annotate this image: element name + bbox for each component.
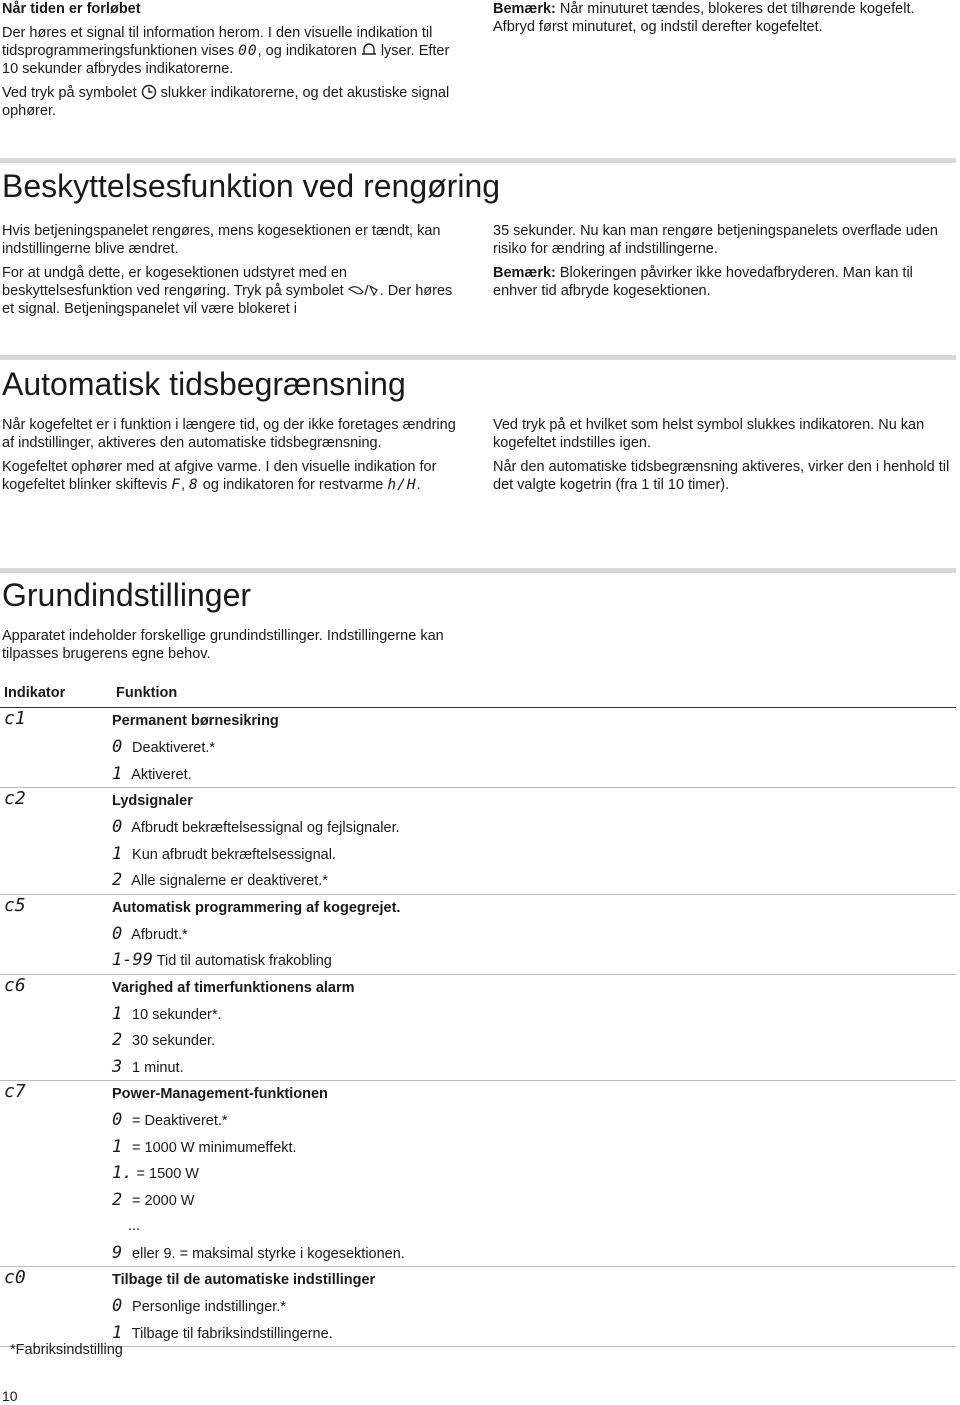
indicator-code: c7	[0, 1081, 112, 1267]
function-cell	[112, 974, 956, 1081]
timer-clock-icon	[141, 84, 157, 100]
option-text: 10 sekunder*.	[128, 1006, 222, 1023]
function-cell	[112, 788, 956, 895]
list-item	[112, 1293, 956, 1320]
auto-right-column: Ved tryk på et hvilket som helst symbol slukkes indikatoren. Nu kan kogefeltet indstilles igen. Når den automatiske tidsbegrænsning aktiveres, virker den i henhold til det valgte kogetrin (fra 1 til 10 timer).	[493, 417, 950, 493]
option-code: 0	[112, 1296, 123, 1316]
function-title: Tilbage til de automatiske indstillinger	[112, 1272, 376, 1288]
timer-end-paragraph-2: Ved tryk på symbolet slukker indikatorerne, og det akustiske signal ophører.	[2, 85, 450, 119]
option-text: Deaktiveret.*	[128, 740, 216, 756]
col-function-header: Funktion	[112, 680, 956, 708]
list-item	[112, 1240, 956, 1267]
indicator-code: c1	[0, 708, 112, 788]
list-item	[112, 1213, 956, 1240]
timer-note: Bemærk: Når minuturet tændes, blokeres det tilhørende kogefelt. Afbryd først minuturet, og indstil derefter kogefeltet.	[493, 1, 915, 35]
function-title: Permanent børnesikring	[112, 713, 279, 729]
list-item	[112, 1134, 956, 1161]
option-text: Tilbage til fabriksindstillingerne.	[128, 1325, 333, 1342]
function-title: Automatisk programmering af kogegrejet.	[112, 899, 401, 916]
indicator-code: c5	[0, 894, 112, 974]
option-code: 2	[112, 1030, 123, 1050]
list-item	[112, 1320, 956, 1347]
list-item	[112, 1187, 956, 1214]
option-code: 9	[112, 1242, 123, 1263]
option-code: 0	[112, 1110, 123, 1130]
option-code: 2	[112, 870, 123, 890]
indicator-code: c6	[0, 974, 112, 1081]
option-text: = 2000 W	[128, 1192, 195, 1209]
cleaning-left-column: Hvis betjeningspanelet rengøres, mens kogesektionen er tændt, kan indstillingerne blive ændret. For at undgå dette, er kogesektionen udstyret med en beskyttelsesfunktion ved rengøring. Tryk på symbolet . Der høres et signal. Betjeningspanelet vil være blokeret i	[2, 222, 462, 324]
indicator-code: c2	[0, 788, 112, 895]
option-code: 1	[112, 843, 123, 864]
option-code: 1	[112, 1136, 123, 1157]
section-divider	[0, 158, 956, 163]
option-text: = 1000 W minimumeffekt.	[128, 1139, 297, 1156]
cleaning-heading: Beskyttelsesfunktion ved rengøring	[2, 168, 501, 204]
option-code: 0	[112, 923, 123, 944]
option-text: Alle signalerne er deaktiveret.*	[128, 873, 328, 889]
list-item	[112, 761, 956, 788]
option-text: 30 sekunder.	[128, 1033, 216, 1049]
page-number: 10	[2, 1388, 18, 1404]
settings-table	[0, 680, 956, 1347]
option-text: Tid til automatisk frakobling	[152, 953, 332, 969]
function-title: Power-Management-funktionen	[112, 1086, 328, 1102]
list-item	[112, 867, 956, 894]
option-code: 1.	[112, 1163, 133, 1183]
auto-paragraph-2: Kogefeltet ophører med at afgive varme. I den visuelle indikation for kogefeltet blinker skiftevis F, 8 og indikatoren for restvarme h/H.	[2, 459, 437, 493]
display-00-segment: 00	[238, 43, 258, 59]
option-code: 1	[112, 1003, 123, 1024]
table-row	[0, 1081, 956, 1267]
indicator-code: c0	[0, 1267, 112, 1347]
cleaning-right-column: 35 sekunder. Nu kan man rengøre betjeningspanelets overflade uden risiko for ændring af indstillingerne. Bemærk: Blokeringen påvirker ikke hovedafbryderen. Man kan til enhver tid afbryde kogesektionen.	[493, 223, 938, 299]
function-cell	[112, 1081, 956, 1267]
table-row	[0, 1267, 956, 1347]
function-title: Lydsignaler	[112, 793, 193, 809]
list-item	[112, 1107, 956, 1134]
basic-intro: Apparatet indeholder forskellige grundindstillinger. Indstillingerne kan tilpasses brugerens egne behov.	[2, 628, 444, 662]
option-text: Kun afbrudt bekræftelsessignal.	[128, 846, 336, 863]
option-text: Afbrudt.*	[128, 926, 188, 943]
bell-icon	[361, 43, 377, 57]
option-text: 1 minut.	[128, 1059, 184, 1076]
list-item	[112, 1160, 956, 1187]
option-code: 2	[112, 1189, 123, 1210]
auto-heading: Automatisk tidsbegrænsning	[2, 366, 406, 402]
option-text: eller 9. = maksimal styrke i kogesektionen.	[128, 1245, 405, 1262]
function-title: Varighed af timerfunktionens alarm	[112, 979, 355, 996]
option-text: Personlige indstillinger.*	[128, 1299, 286, 1315]
list-item	[112, 1001, 956, 1028]
table-row	[0, 788, 956, 895]
option-code: 1-99	[112, 950, 153, 970]
table-row	[0, 708, 956, 788]
list-item	[112, 734, 956, 761]
section-timer-end	[2, 0, 462, 126]
list-item	[112, 1027, 956, 1054]
list-item	[112, 947, 956, 974]
auto-left-column: Når kogefeltet er i funktion i længere tid, og der ikke foretages ændring af indstillinger, aktiveres den automatiske tidsbegrænsning. Kogefeltet ophører med at afgive varme. I den visuelle indikation for kogefeltet blinker skiftevis F, 8 og indikatoren for restvarme h/H.	[2, 416, 462, 500]
section-divider	[0, 355, 956, 360]
option-code: 1	[112, 763, 123, 784]
option-code: 1	[112, 1322, 123, 1343]
list-item	[112, 841, 956, 868]
footnote: *Fabriksindstilling	[10, 1342, 123, 1358]
option-code: 0	[112, 737, 123, 757]
option-text: = Deaktiveret.*	[128, 1113, 228, 1129]
list-item	[112, 921, 956, 948]
option-code: 0	[112, 817, 123, 837]
wipe-protection-icon	[348, 283, 380, 297]
timer-end-title: Når tiden er forløbet	[2, 1, 141, 17]
function-cell	[112, 708, 956, 788]
option-text: ...	[128, 1218, 141, 1234]
table-row	[0, 894, 956, 974]
option-text: = 1500 W	[132, 1166, 199, 1182]
table-header-row	[0, 680, 956, 708]
option-code: 3	[112, 1056, 123, 1077]
option-text: Aktiveret.	[128, 766, 192, 783]
function-cell	[112, 1267, 956, 1347]
option-text: Afbrudt bekræftelsessignal og fejlsignaler.	[128, 820, 400, 836]
function-cell	[112, 894, 956, 974]
timer-end-paragraph-1: Der høres et signal til information herom. I den visuelle indikation til tidsprogrammeringsfunktionen vises 00, og indikatoren lyser. Efter 10 sekunder afbrydes indikatorerne.	[2, 25, 450, 77]
basic-heading: Grundindstillinger	[2, 577, 252, 613]
section-divider	[0, 568, 956, 573]
col-indicator-header: Indikator	[0, 680, 112, 708]
table-row	[0, 974, 956, 1081]
cleaning-paragraph-2: For at undgå dette, er kogesektionen udstyret med en beskyttelsesfunktion ved rengøring. Tryk på symbolet . Der høres et signal. Betjeningspanelet vil være blokeret i	[2, 265, 453, 317]
list-item	[112, 814, 956, 841]
list-item	[112, 1054, 956, 1081]
